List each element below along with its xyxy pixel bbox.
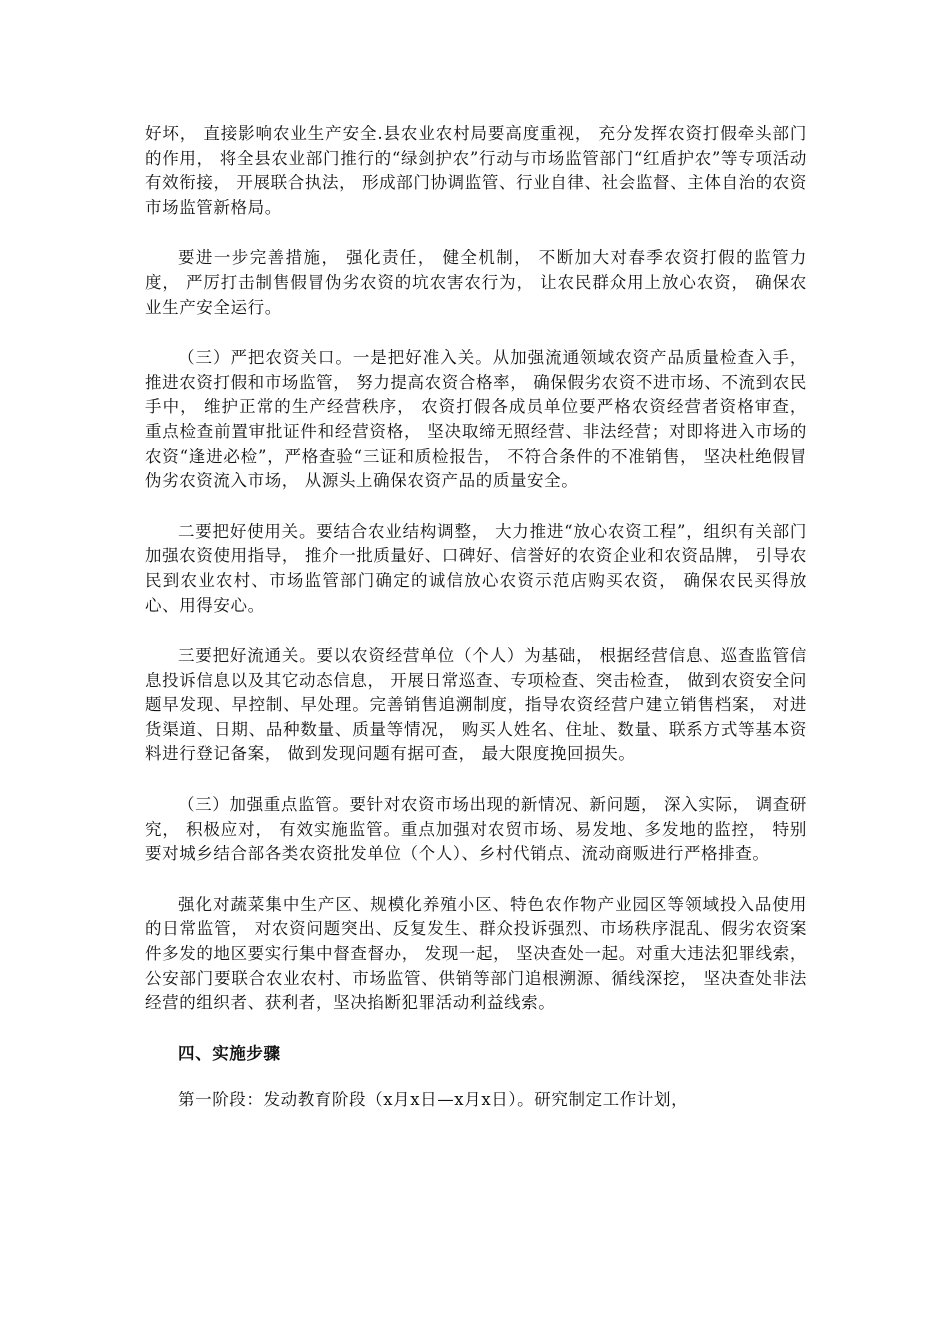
paragraph-4: 二要把好使用关。要结合农业结构调整， 大力推进“放心农资工程”，组织有关部门加强农资使用指导， 推介一批质量好、口碑好、信誉好的农资企业和农资品牌， 引导农民到农业农村、市场监管部门确定的诚信放心农资示范店购买农资， 确保农民买得放心、用得安心。 [145, 521, 807, 615]
paragraph-5: 三要把好流通关。要以农资经营单位（个人）为基础， 根据经营信息、巡查监管信息投诉信息以及其它动态信息， 开展日常巡查、专项检查、突击检查， 做到农资安全问题早发现、早控制、早处理。完善销售追溯制度，指导农资经营户建立销售档案， 对进货渠道、日期、品种数量、质量等情况， 购买人姓名、住址、数量、联系方式等基本资料进行登记备案， 做到发现问题有据可查， 最大限度挽回损失。 [145, 646, 807, 764]
paragraph-3: （三）严把农资关口。一是把好准入关。从加强流通领域农资产品质量检查入手， 推进农资打假和市场监管， 努力提高农资合格率， 确保假劣农资不进市场、不流到农民手中， 维护正常的生产经营秩序， 农资打假各成员单位要严格农资经营者资格审查， 重点检查前置审批证件和经营资格， 坚决取缔无照经营、非法经营；对即将进入市场的农资“逢进必检”，严格查验“三证和质检报告， 不符合条件的不准销售， 坚决杜绝假冒伪劣农资流入市场， 从源头上确保农资产品的质量安全。 [145, 348, 807, 491]
paragraph-7: 强化对蔬菜集中生产区、规模化养殖小区、特色农作物产业园区等领域投入品使用的日常监管， 对农资问题突出、反复发生、群众投诉强烈、市场秩序混乱、假劣农资案件多发的地区要实行集中督查督办， 发现一起， 坚决查处一起。对重大违法犯罪线索， 公安部门要联合农业农村、市场监管、供销等部门追根溯源、循线深挖， 坚决查处非法经营的组织者、获利者，坚决掐断犯罪活动利益线索。 [145, 894, 807, 1013]
paragraph-final: 第一阶段：发动教育阶段（x月x日—x月x日）。研究制定工作计划， [178, 1090, 689, 1110]
section-heading: 四、实施步骤 [178, 1043, 281, 1063]
paragraph-1: 好坏， 直接影响农业生产安全.县农业农村局要高度重视， 充分发挥农资打假牵头部门的作用， 将全县农业部门推行的“绿剑护农”行动与市场监管部门“红盾护农”等专项活动有效衔接， 开展联合执法， 形成部门协调监管、行业自律、社会监督、主体自治的农资市场监管新格局。 [145, 124, 807, 217]
paragraph-6: （三）加强重点监管。要针对农资市场出现的新情况、新问题， 深入实际， 调查研究， 积极应对， 有效实施监管。重点加强对农贸市场、易发地、多发地的监控， 特别要对城乡结合部各类农资批发单位（个人）、乡村代销点、流动商贩进行严格排查。 [145, 795, 807, 864]
document-page [145, 122, 807, 1139]
paragraph-2: 要进一步完善措施， 强化责任， 健全机制， 不断加大对春季农资打假的监管力度， 严厉打击制售假冒伪劣农资的坑农害农行为， 让农民群众用上放心农资， 确保农业生产安全运行。 [145, 248, 807, 317]
